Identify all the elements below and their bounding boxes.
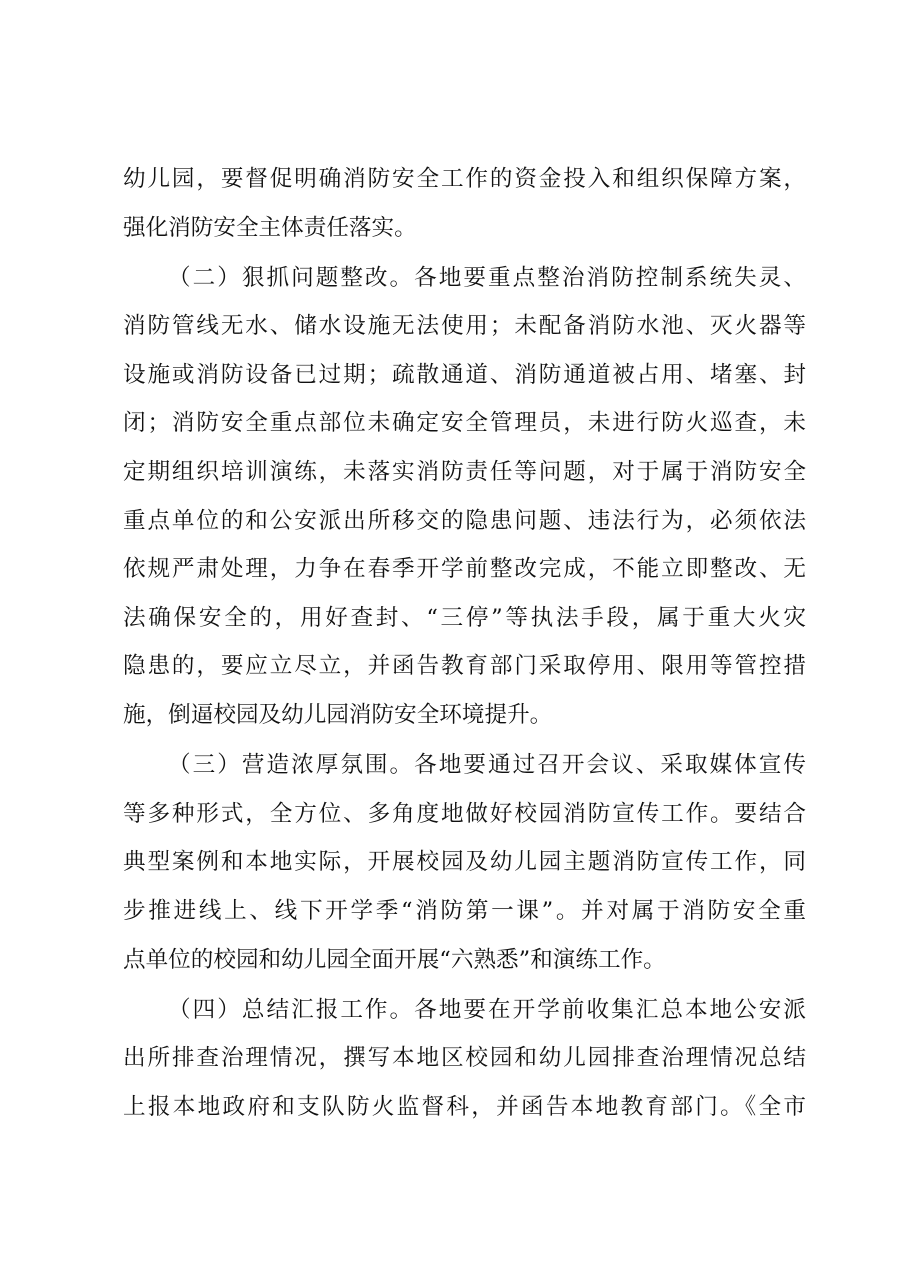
text-line: （二）狠抓问题整改。各地要重点整治消防控制系统失灵、 <box>168 264 806 291</box>
text-line: （四）总结汇报工作。各地要在开学前收集汇总本地公安派 <box>168 996 806 1023</box>
text-line: 强化消防安全主体责任落实。 <box>123 214 417 241</box>
text-line: 闭；消防安全重点部位未确定安全管理员，未进行防火巡查，未 <box>123 410 806 437</box>
text-line: 法确保安全的，用好查封、“三停”等执法手段，属于重大火灾 <box>123 604 806 631</box>
text-line: 依规严肃处理，力争在春季开学前整改完成，不能立即整改、无 <box>123 556 806 583</box>
text-line: 重点单位的和公安派出所移交的隐患问题、违法行为，必须依法 <box>123 507 806 534</box>
text-line: 步推进线上、线下开学季“消防第一课”。并对属于消防安全重 <box>123 897 806 924</box>
paragraph <box>123 155 806 252</box>
text-line: 设施或消防设备已过期；疏散通道、消防通道被占用、堵塞、封 <box>123 361 806 388</box>
text-line: 隐患的，要应立尽立，并函告教育部门采取停用、限用等管控措 <box>123 653 806 680</box>
text-line: （三）营造浓厚氛围。各地要通过召开会议、采取媒体宣传 <box>168 752 806 779</box>
text-line: 定期组织培训演练，未落实消防责任等问题，对于属于消防安全 <box>123 459 806 486</box>
paragraph <box>123 741 806 984</box>
document-body <box>123 155 806 1131</box>
text-line: 消防管线无水、储水设施无法使用；未配备消防水池、灭火器等 <box>123 313 806 340</box>
text-line: 施，倒逼校园及幼儿园消防安全环境提升。 <box>123 702 553 729</box>
text-line: 点单位的校园和幼儿园全面开展“六熟悉”和演练工作。 <box>123 946 666 973</box>
paragraph <box>123 986 806 1132</box>
text-line: 典型案例和本地实际，开展校园及幼儿园主题消防宣传工作，同 <box>123 849 806 876</box>
text-line: 上报本地政府和支队防火监督科，并函告本地教育部门。《全市 <box>123 1093 806 1120</box>
text-line: 幼儿园，要督促明确消防安全工作的资金投入和组织保障方案， <box>123 166 806 192</box>
paragraph <box>123 254 806 740</box>
text-line: 等多种形式，全方位、多角度地做好校园消防宣传工作。要结合 <box>123 800 806 827</box>
text-line: 出所排查治理情况，撰写本地区校园和幼儿园排查治理情况总结 <box>123 1045 806 1072</box>
